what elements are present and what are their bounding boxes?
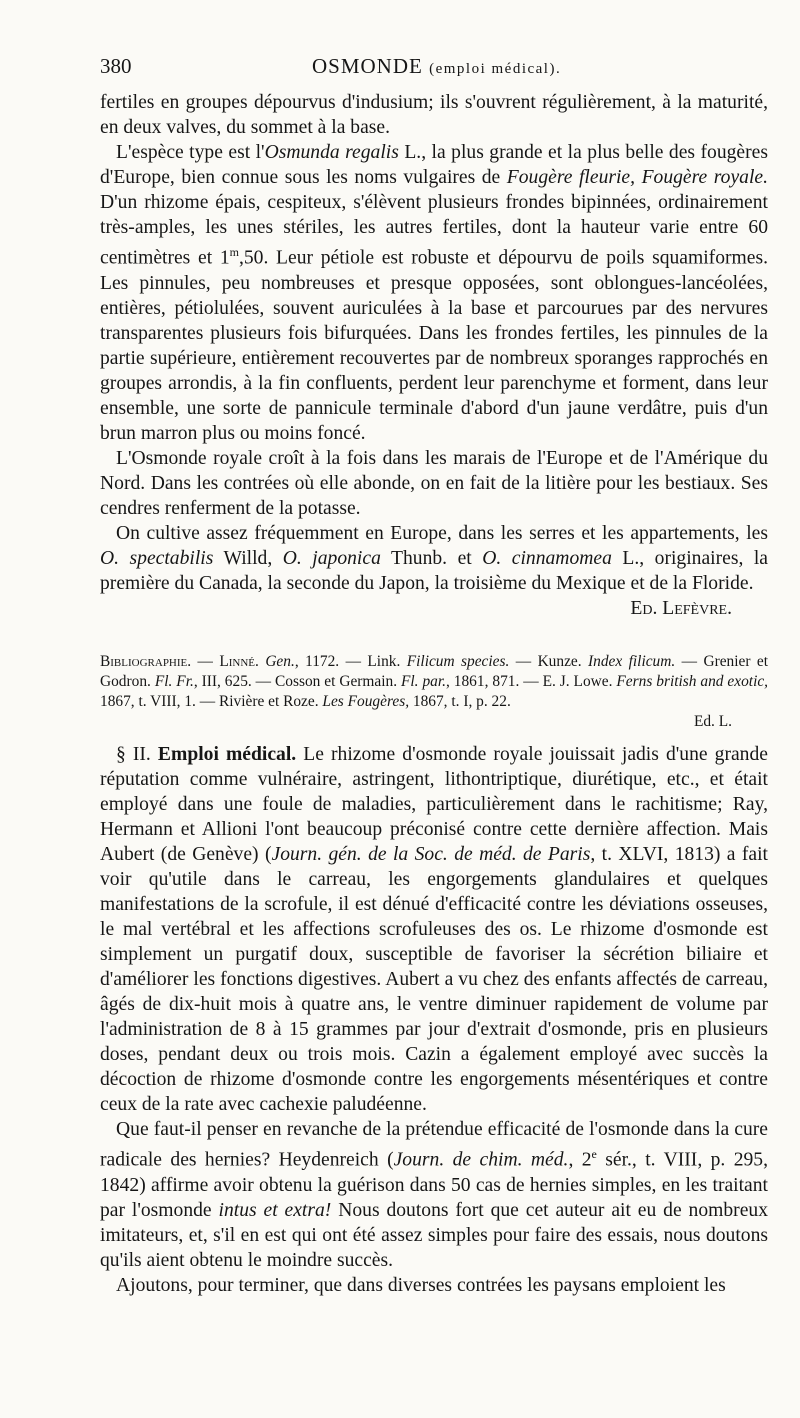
running-title: OSMONDE (emploi médical). [312, 54, 562, 78]
author-signature: Ed. Lefèvre. [630, 597, 732, 619]
bibliography-text: Bibliographie. — Linné. Gen., 1172. — Link. Filicum species. — Kunze. Index filicum. — Grenier et Godron. Fl. Fr., III, 625. — Cosson et Germain. Fl. par., 1861, 871. — E. J. Lowe. Ferns british and exotic, 1867, t. VIII, 1. — Rivière et Roze. Les Fougères, 1867, t. I, p. 22. [100, 653, 769, 710]
running-header [100, 54, 768, 84]
bibliography-signature: Ed. L. [693, 713, 732, 730]
paragraph-continuation: fertiles en groupes dépourvus d'indusium; ils s'ouvrent régulièrement, à la maturité, en deux valves, du sommet à la base. [100, 92, 768, 138]
paragraph-closing: Ajoutons, pour terminer, que dans diverses contrées les paysans emploient les [116, 1274, 726, 1296]
paragraph-habitat: L'Osmonde royale croît à la fois dans les marais de l'Europe et de l'Amérique du Nord. Dans les contrées où elle abonde, on en fait de la litière pour les bestiaux. Ses cendres renferment de la potasse. [100, 447, 768, 519]
paragraph-cultivation: On cultive assez fréquemment en Europe, dans les serres et les appartements, les O. spectabilis Willd, O. japonica Thunb. et O. cinnamomea L., originaires, la première du Canada, la seconde du Japon, la troisième du Mexique et de la Floride. [100, 522, 768, 594]
section-emploi-medical [100, 742, 768, 1298]
section-number: § II. [116, 744, 151, 765]
paragraph-hernies: Que faut-il penser en revanche de la prétendue efficacité de l'osmonde dans la cure radicale des hernies? Heydenreich (Journ. de chim. méd., 2e sér., t. VIII, p. 295, 1842) affirme avoir obtenu la guérison dans 50 cas de hernies simples, en les traitant par l'osmonde intus et extra! Nous doutons fort que cet auteur ait eu de nombreux imitateurs, et, s'il en est qui ont été assez simples pour faire des essais, nous doutons qu'ils aient obtenu le moindre succès. [100, 1119, 769, 1271]
bibliography [100, 652, 768, 732]
intro-section [100, 90, 768, 621]
paragraph-medical-use: § II. Emploi médical. Le rhizome d'osmonde royale jouissait jadis d'une grande réputation comme vulnéraire, astringent, lithontriptique, diurétique, etc., et était employé dans une foule de maladies, particulièrement dans le rachitisme; Ray, Hermann et Allioni l'ont beaucoup préconisé contre cette dernière affection. Mais Aubert (de Genève) (Journ. gén. de la Soc. de méd. de Paris, t. XLVI, 1813) a fait voir qu'utile dans le carreau, les engorgements glandulaires et quelques manifestations de la scrofule, il est dénué d'efficacité contre les déviations osseuses, le mal vertébral et les affections scrofuleuses des os. Le rhizome d'osmonde est simplement un purgatif doux, susceptible de favoriser la sécrétion biliaire et d'améliorer les fonctions digestives. Aubert a vu chez des enfants affectés de carreau, âgés de dix-huit mois à quatre ans, le ventre diminuer rapidement de volume par l'administration de 8 à 15 grammes par jour d'extrait d'osmonde, pris en plusieurs doses, pendant deux ou trois mois. Cazin a également employé avec succès la décoction de rhizome d'osmonde contre les engorgements mésentériques et contre ceux de la rate avec cachexie paludéenne. [100, 744, 768, 1115]
section-title: Emploi médical. [157, 744, 297, 765]
page-number: 380 [100, 54, 132, 78]
paragraph-osmunda-regalis: L'espèce type est l'Osmunda regalis L., la plus grande et la plus belle des fougères d'Europe, bien connue sous les noms vulgaires de Fougère fleurie, Fougère royale. D'un rhizome épais, cespiteux, s'élèvent plusieurs frondes bipinnées, ordinairement très-amples, les unes stériles, les autres fertiles, dont la hauteur varie entre 60 centimètres et 1$^m$,50. Leur pétiole est robuste et dépourvu de poils squamiformes. Les pinnules, peu nombreuses et presque opposées, sont oblongues-lancéolées, entières, pétiolulées, souvent auriculées à la base et parcourues par des nervures transparentes plusieurs fois bifurquées. Dans les frondes fertiles, les pinnules de la partie supérieure, entièrement recouvertes par de nombreux sporanges rapprochés en groupes arrondis, à la fin confluents, perdent leur parenchyme et forment, dans leur ensemble, une sorte de pannicule terminale d'abord d'un jaune verdâtre, puis d'un brun marron plus ou moins foncé. [100, 142, 768, 444]
